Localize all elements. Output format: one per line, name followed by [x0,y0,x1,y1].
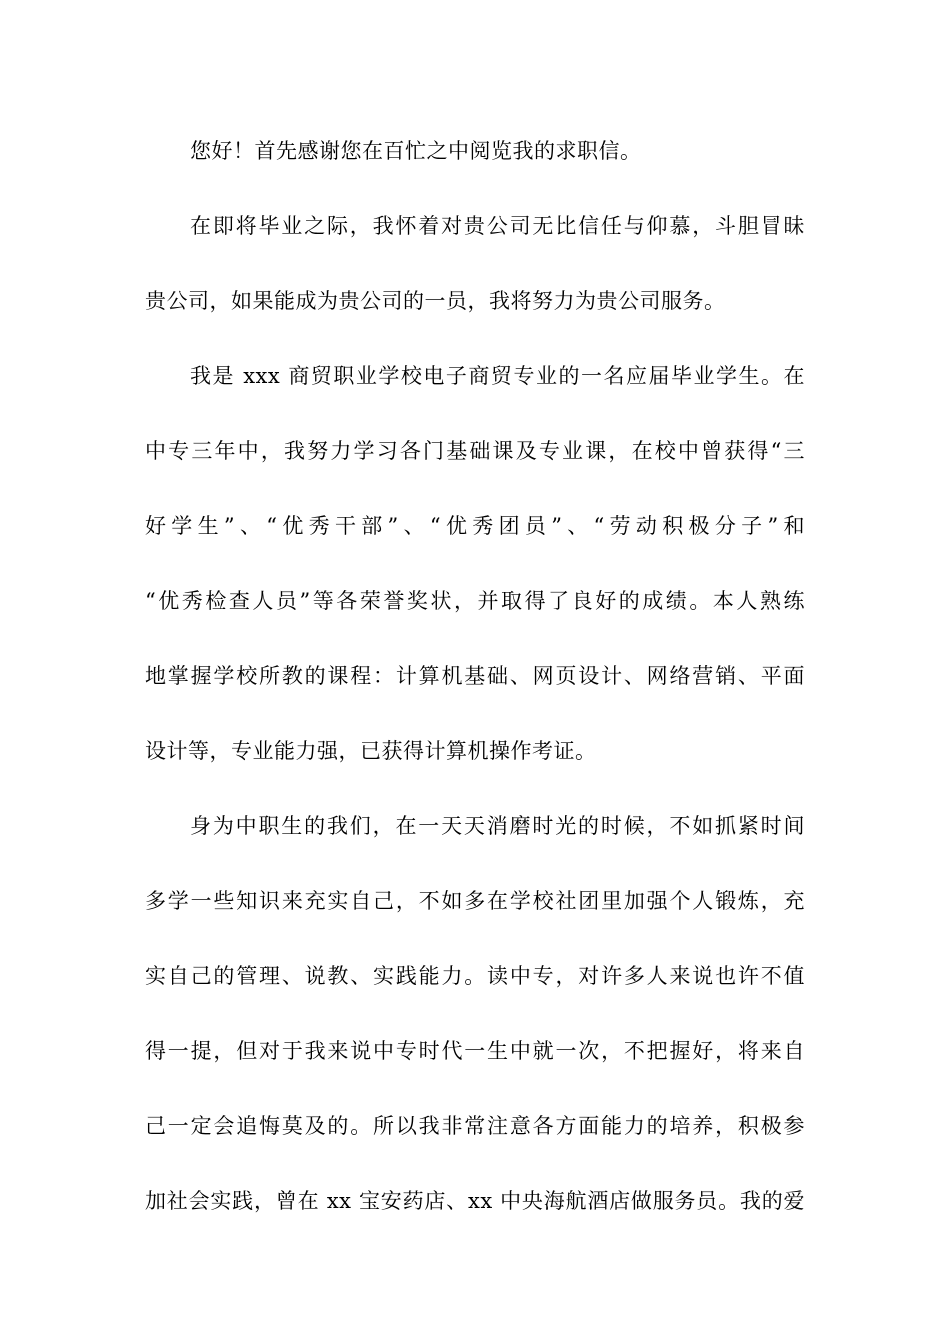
text-line: 己一定会追悔莫及的。所以我非常注意各方面能力的培养，积极参 [145,1114,805,1138]
text-line: 多学一些知识来充实自己，不如多在学校社团里加强个人锻炼，充 [145,889,805,913]
text-line: 身为中职生的我们，在一天天消磨时光的时候，不如抓紧时间 [190,814,805,838]
text-line: 实自己的管理、说教、实践能力。读中专，对许多人来说也许不值 [145,964,805,988]
text-line: 得一提，但对于我来说中专时代一生中就一次，不把握好，将来自 [145,1039,805,1063]
text-line-greeting: 您好！首先感谢您在百忙之中阅览我的求职信。 [190,139,642,163]
text-line: 地掌握学校所教的课程：计算机基础、网页设计、网络营销、平面 [145,664,805,688]
text-line: 中专三年中，我努力学习各门基础课及专业课，在校中曾获得“三 [145,439,805,463]
text-line: 贵公司，如果能成为贵公司的一员，我将努力为贵公司服务。 [145,289,726,313]
text-line: 设计等，专业能力强，已获得计算机操作考证。 [145,739,597,763]
text-line: “优秀检查人员”等各荣誉奖状，并取得了良好的成绩。本人熟练 [145,589,805,613]
text-line: 在即将毕业之际，我怀着对贵公司无比信任与仰慕，斗胆冒昧 [190,214,805,238]
text-line: 加社会实践，曾在 xx 宝安药店、xx 中央海航酒店做服务员。我的爱 [145,1189,805,1213]
text-line: 我是 xxx 商贸职业学校电子商贸专业的一名应届毕业学生。在 [190,364,805,388]
text-line: 好学生”、“优秀干部”、“优秀团员”、“劳动积极分子”和 [145,514,805,538]
